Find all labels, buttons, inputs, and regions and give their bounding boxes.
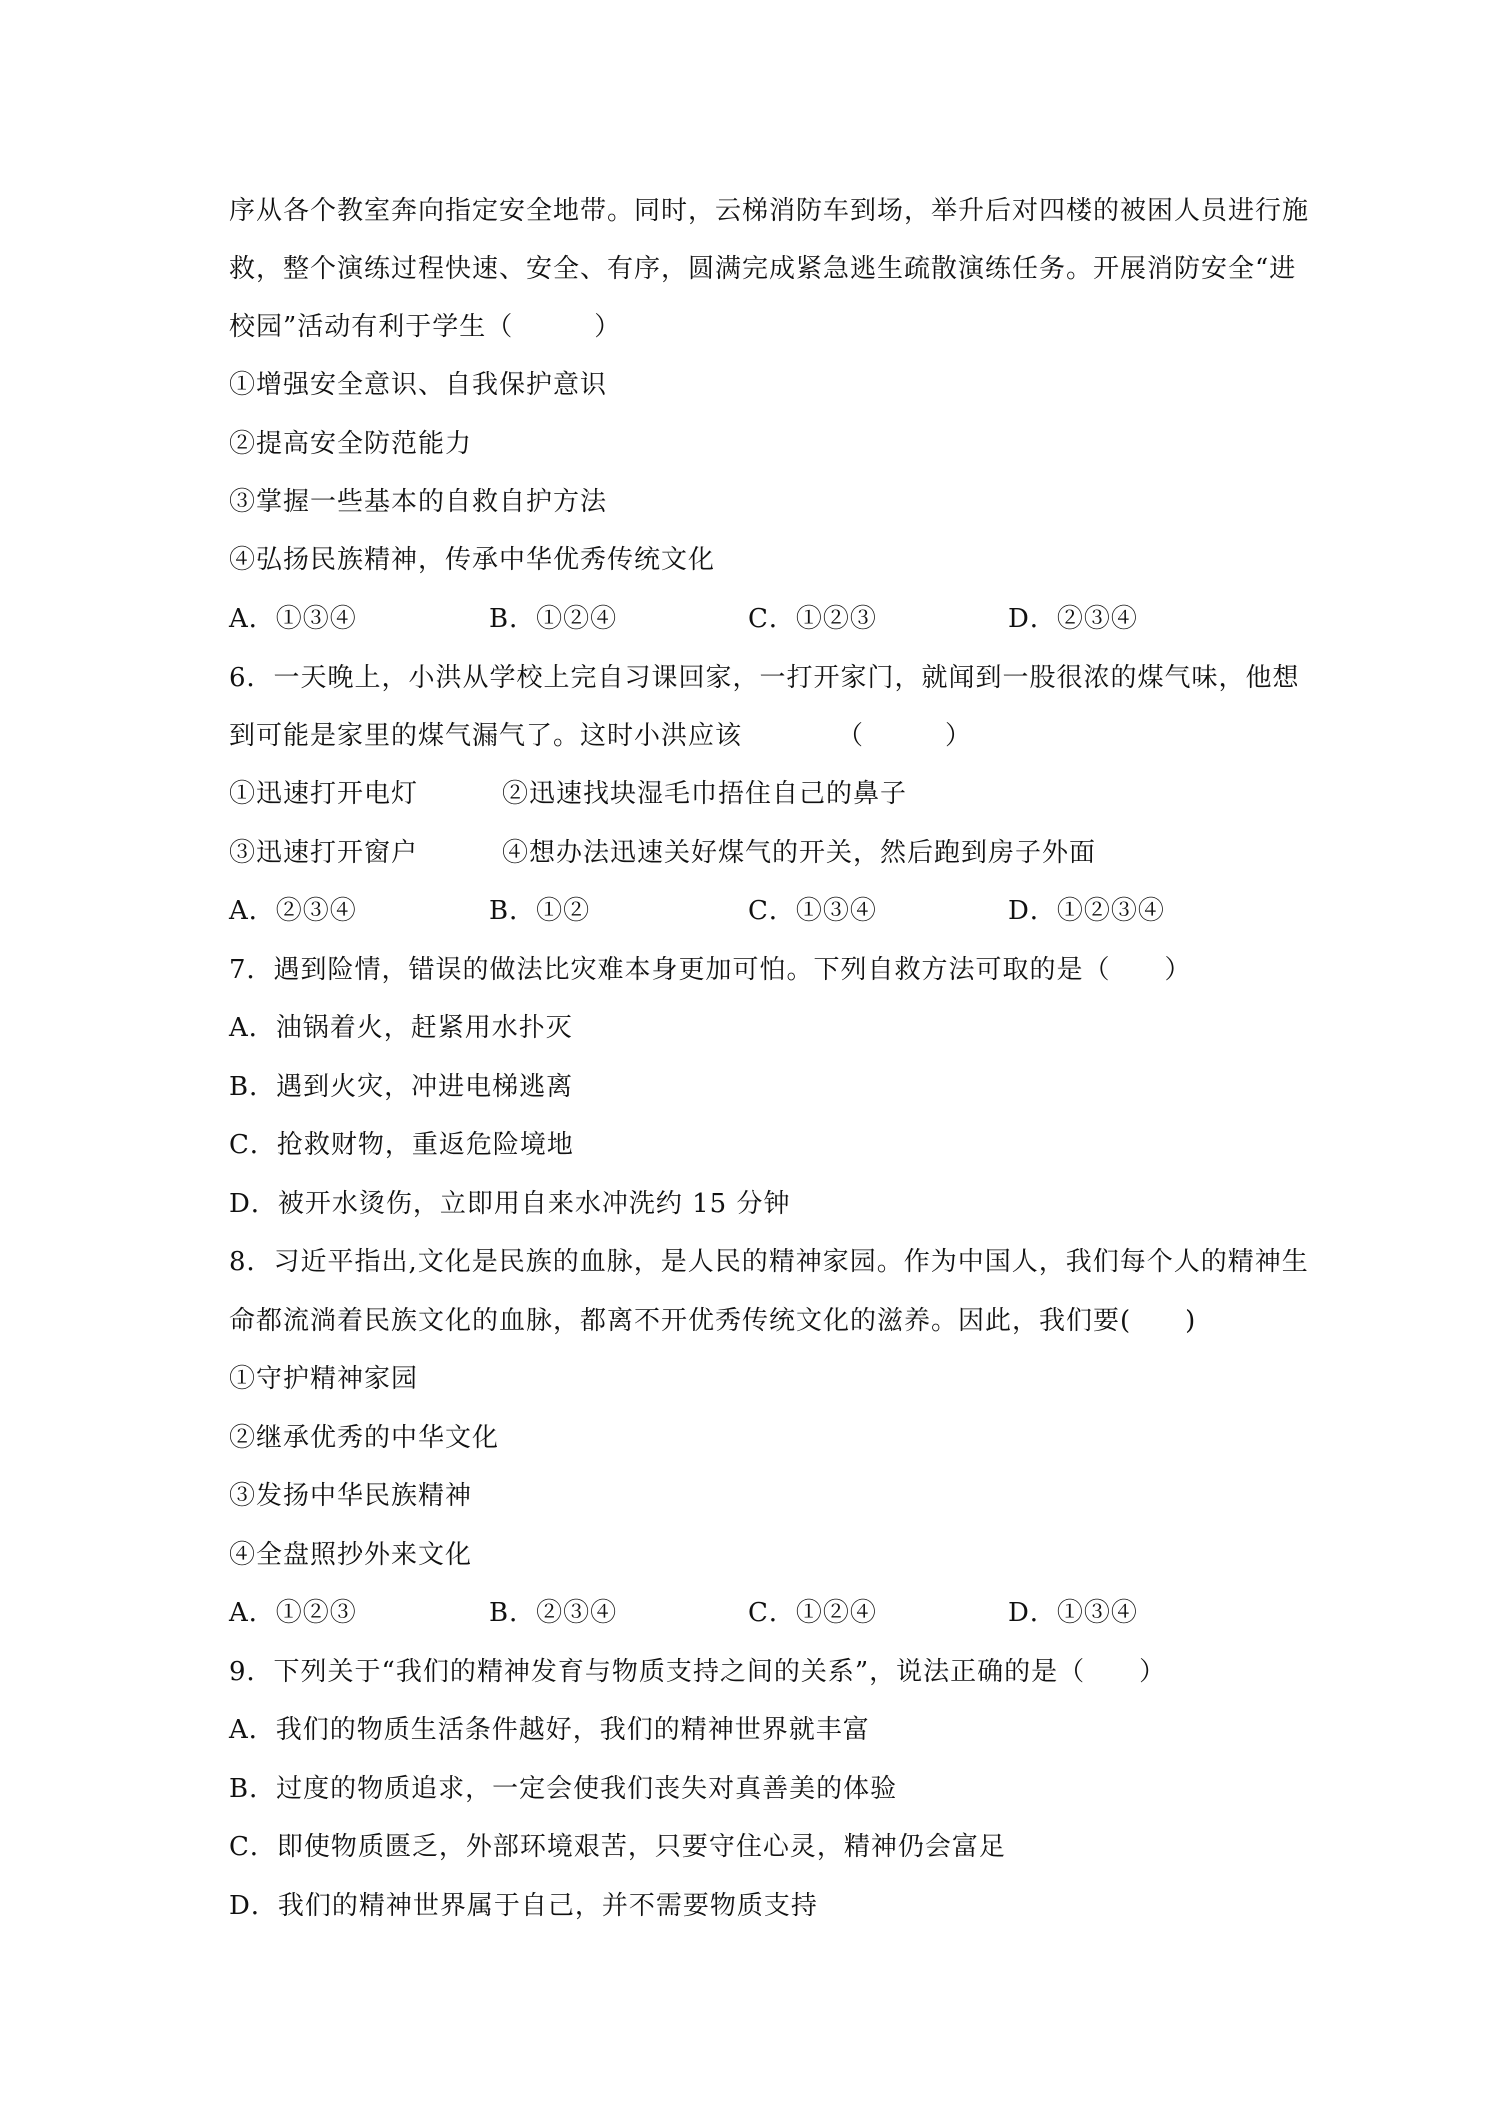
q6-stem-line-1: 6．一天晚上，小洪从学校上完自习课回家，一打开家门，就闻到一股很浓的煤气味，他想 — [229, 663, 1300, 693]
q8-option-a: A．①②③ — [229, 1598, 357, 1628]
q5-item-2: ②提高安全防范能力 — [229, 429, 473, 459]
q8-item-1: ①守护精神家园 — [229, 1364, 419, 1394]
q8-option-d: D．①③④ — [1008, 1598, 1138, 1628]
q6-item-2: ②迅速找块湿毛巾捂住自己的鼻子 — [502, 779, 908, 809]
q8-stem-line-2: 命都流淌着民族文化的血脉，都离不开优秀传统文化的滋养。因此，我们要( ) — [229, 1306, 1197, 1336]
q5-option-a: A．①③④ — [229, 604, 357, 634]
q9-option-c: C．即使物质匮乏，外部环境艰苦，只要守住心灵，精神仍会富足 — [229, 1832, 1006, 1862]
q6-item-1: ①迅速打开电灯 — [229, 779, 419, 809]
q7-option-a: A．油锅着火，赶紧用水扑灭 — [229, 1013, 573, 1043]
q5-option-c: C．①②③ — [748, 604, 877, 634]
q7-option-c: C．抢救财物，重返危险境地 — [229, 1130, 574, 1160]
q9-option-b: B．过度的物质追求，一定会使我们丧失对真善美的体验 — [229, 1774, 898, 1804]
q6-option-b: B．①② — [489, 896, 591, 926]
q5-stem-line-1: 序从各个教室奔向指定安全地带。同时，云梯消防车到场，举升后对四楼的被困人员进行施 — [229, 196, 1310, 226]
q8-option-c: C．①②④ — [748, 1598, 877, 1628]
q6-item-4: ④想办法迅速关好煤气的开关，然后跑到房子外面 — [502, 838, 1097, 868]
q5-stem-line-2: 救，整个演练过程快速、安全、有序，圆满完成紧急逃生疏散演练任务。开展消防安全“进 — [229, 254, 1297, 284]
q8-item-2: ②继承优秀的中华文化 — [229, 1423, 500, 1453]
q7-option-b: B．遇到火灾，冲进电梯逃离 — [229, 1072, 574, 1102]
q6-item-3: ③迅速打开窗户 — [229, 838, 419, 868]
q7-option-d: D．被开水烫伤，立即用自来水冲洗约 15 分钟 — [229, 1189, 791, 1219]
q6-stem-line-2: 到可能是家里的煤气漏气了。这时小洪应该 （ ） — [229, 721, 973, 751]
q5-stem-line-3: 校园”活动有利于学生（ ） — [229, 312, 622, 342]
q5-item-4: ④弘扬民族精神，传承中华优秀传统文化 — [229, 545, 716, 575]
q5-option-d: D．②③④ — [1008, 604, 1138, 634]
q5-item-1: ①增强安全意识、自我保护意识 — [229, 370, 608, 400]
q8-item-4: ④全盘照抄外来文化 — [229, 1540, 473, 1570]
q8-stem-line-1: 8．习近平指出,文化是民族的血脉，是人民的精神家园。作为中国人，我们每个人的精神生 — [229, 1247, 1309, 1277]
q6-option-a: A．②③④ — [229, 896, 357, 926]
q5-item-3: ③掌握一些基本的自救自护方法 — [229, 487, 608, 517]
q6-option-c: C．①③④ — [748, 896, 877, 926]
q9-stem: 9．下列关于“我们的精神发育与物质支持之间的关系”，说法正确的是（ ） — [229, 1657, 1167, 1687]
q6-option-d: D．①②③④ — [1008, 896, 1165, 926]
q5-option-b: B．①②④ — [489, 604, 618, 634]
q8-item-3: ③发扬中华民族精神 — [229, 1481, 473, 1511]
q8-option-b: B．②③④ — [489, 1598, 618, 1628]
q9-option-a: A．我们的物质生活条件越好，我们的精神世界就丰富 — [229, 1715, 870, 1745]
q7-stem: 7．遇到险情，错误的做法比灾难本身更加可怕。下列自救方法可取的是（ ） — [229, 955, 1192, 985]
q9-option-d: D．我们的精神世界属于自己，并不需要物质支持 — [229, 1891, 818, 1921]
